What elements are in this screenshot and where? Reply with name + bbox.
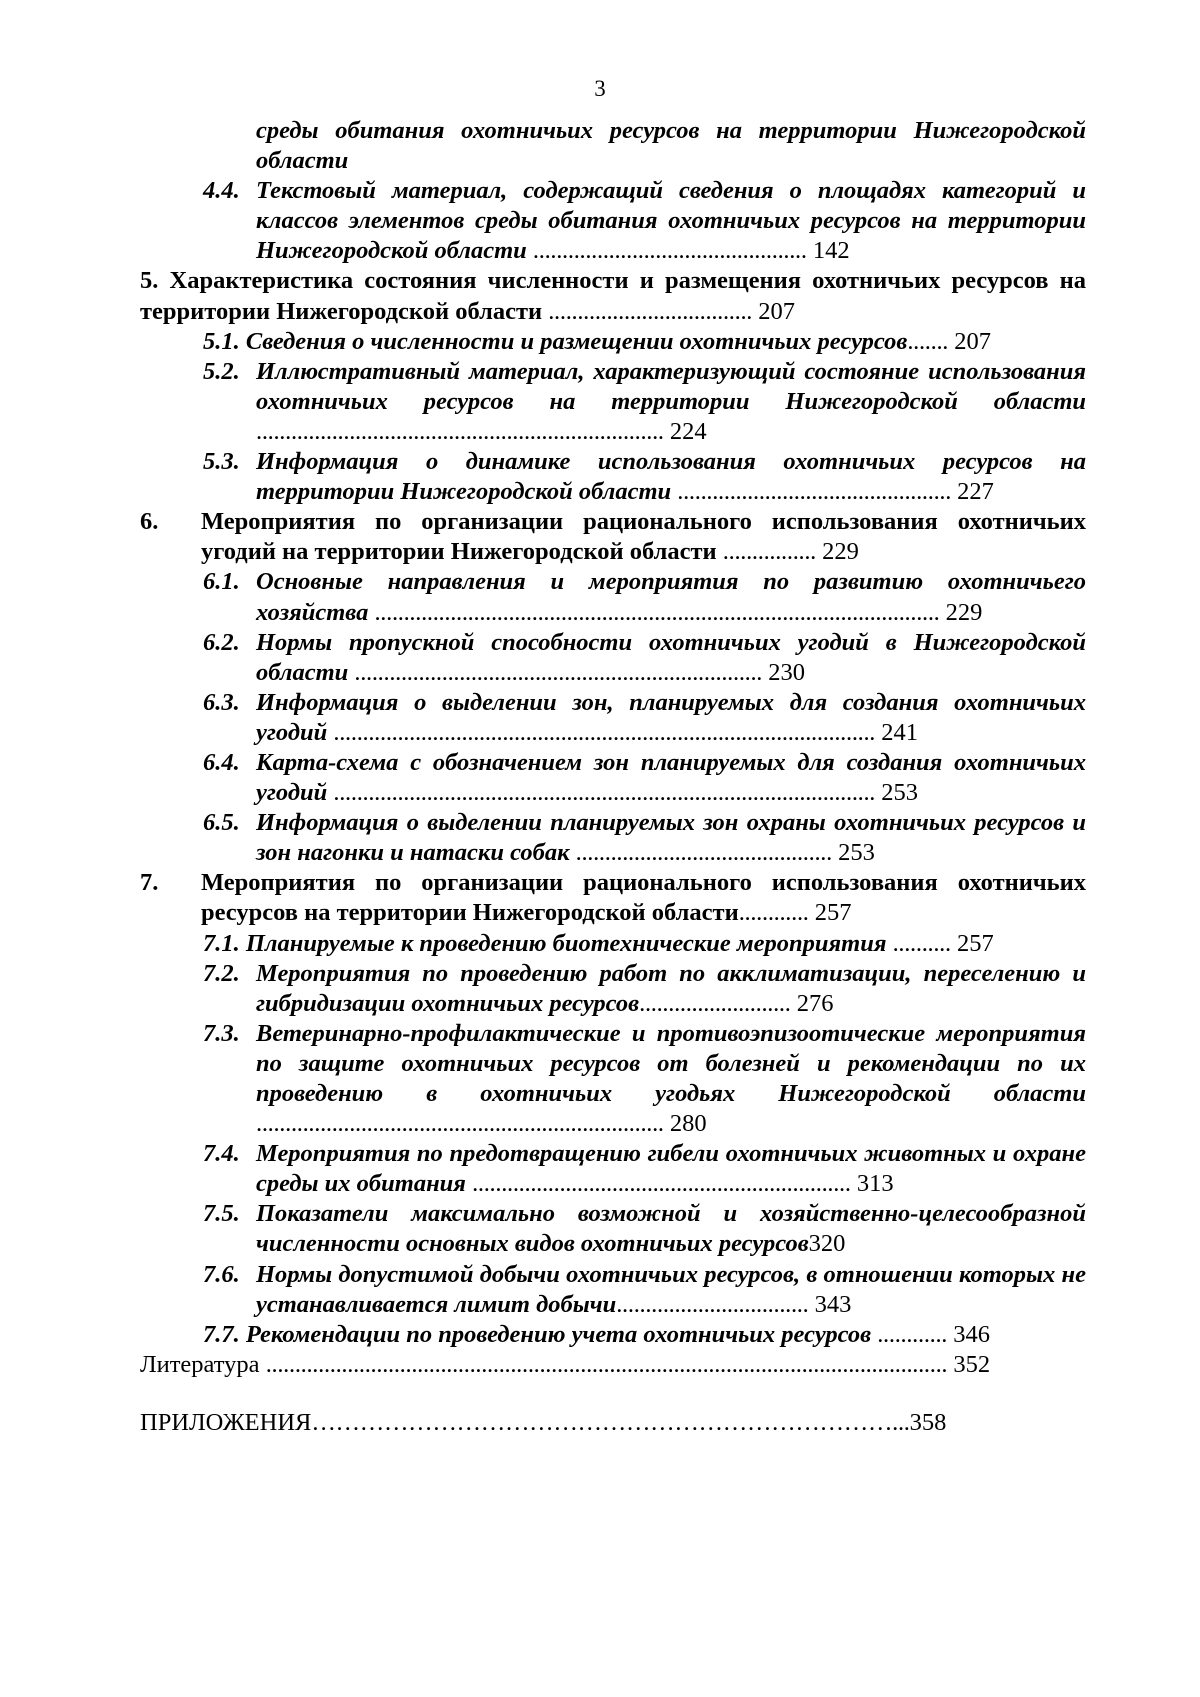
toc-dot-leader: ................ — [722, 538, 816, 566]
toc-entry-literature[interactable] — [140, 1350, 1086, 1380]
toc-page-number: 224 — [669, 417, 707, 445]
toc-dot-leader: ............................................ — [575, 839, 832, 867]
toc-page-number: 257 — [814, 899, 852, 927]
toc-dot-leader: ............................................................................................. — [333, 718, 876, 746]
toc-entry-7-6[interactable] — [140, 1260, 1086, 1320]
toc-dot-leader: ………………………………………………………………... — [311, 1408, 910, 1436]
toc-entry-title: Сведения о численности и размещении охотничьих ресурсов — [245, 327, 908, 355]
toc-entry-number: 5. — [140, 267, 159, 295]
toc-dot-leader: ...................................................................... — [256, 417, 664, 445]
toc-dot-leader: ................................. — [616, 1290, 809, 1318]
toc-entry-number: 7.4. — [203, 1140, 240, 1168]
toc-entry-7-1[interactable] — [140, 929, 1086, 959]
toc-entry-title: Основные направления и мероприятия по развитию охотничьего хозяйства — [256, 568, 1086, 626]
toc-entry-6-5[interactable] — [140, 808, 1086, 868]
toc-entry-number: 7. — [140, 869, 159, 897]
toc-entry-title: Литература — [140, 1350, 260, 1378]
toc-page-number: 358 — [909, 1408, 947, 1436]
toc-entry-number: 7.6. — [203, 1260, 240, 1288]
toc-entry-number: 6. — [140, 508, 159, 536]
toc-dot-leader: ............................................... — [677, 478, 952, 506]
toc-entry-number: 5.3. — [203, 448, 240, 476]
toc-entry-title: Мероприятия по организации рационального использования охотничьих угодий на территории Нижегородской области — [201, 508, 1086, 566]
toc-entry-title: Характеристика состояния численности и размещения охотничьих ресурсов на территории Нижегородской области — [140, 267, 1086, 325]
toc-entry-title: Информация о выделении планируемых зон охраны охотничьих ресурсов и зон нагонки и натаски собак — [256, 809, 1086, 867]
toc-entry-4-4[interactable] — [140, 176, 1086, 266]
toc-dot-leader: ................................................................. — [472, 1170, 851, 1198]
toc-entry-5-3[interactable] — [140, 447, 1086, 507]
toc-entry-number: 4.4. — [203, 177, 240, 205]
toc-entry-7-5[interactable] — [140, 1199, 1086, 1259]
toc-dot-leader: ................................................................................................. — [374, 598, 940, 626]
toc-page-number: 207 — [758, 297, 795, 325]
toc-page-number: 207 — [954, 327, 991, 355]
toc-entry-title: Информация о выделении зон, планируемых для создания охотничьих угодий — [256, 688, 1086, 746]
toc-entry-title: Информация о динамике использования охотничьих ресурсов на территории Нижегородской области — [256, 448, 1086, 506]
toc-entry-7[interactable] — [140, 868, 1086, 928]
toc-page-number: 142 — [812, 237, 850, 265]
toc-page-number: 276 — [796, 989, 834, 1017]
toc-page-number: 352 — [953, 1350, 991, 1378]
toc-entry-number: 5.2. — [203, 357, 240, 385]
toc-dot-leader: ............ — [738, 899, 809, 927]
toc-entry-number: 6.2. — [203, 628, 240, 656]
toc-page-number: 230 — [768, 658, 806, 686]
spacer — [140, 1380, 1086, 1408]
toc-entry-number: 7.7. — [203, 1320, 240, 1348]
toc-page-number: 253 — [838, 839, 875, 867]
toc-entry-title: Ветеринарно-профилактические и противоэпизоотические мероприятия по защите охотничьих ресурсов от болезней и рекомендации по их проведению в охотничьих угодьях Нижегородской области — [256, 1019, 1086, 1107]
toc-entry-title: Показатели максимально возможной и хозяйственно-целесообразной численности основных видов охотничьих ресурсов — [256, 1200, 1086, 1258]
toc-entry-title: Карта-схема с обозначением зон планируемых для создания охотничьих угодий — [256, 748, 1086, 807]
toc-dot-leader: .......... — [892, 929, 951, 957]
toc-entry-title: Нормы допустимой добычи охотничьих ресурсов, в отношении которых не устанавливается лимит добычи — [256, 1260, 1086, 1318]
toc-entry-appendices[interactable] — [140, 1408, 1086, 1438]
toc-dot-leader: ...................................................................... — [256, 1110, 664, 1138]
toc-entry-7-4[interactable] — [140, 1139, 1086, 1199]
toc-entry-5-2[interactable] — [140, 357, 1086, 447]
page-number: 3 — [594, 76, 606, 101]
toc-page-number: 241 — [881, 718, 918, 746]
toc-entry-title: Мероприятия по организации рационального использования охотничьих ресурсов на территории Нижегородской области — [201, 869, 1086, 927]
toc-entry-title: Текстовый материал, содержащий сведения о площадях категорий и классов элементов среды обитания охотничьих ресурсов на территории Нижегородской области — [256, 177, 1086, 265]
toc-page-number: 346 — [953, 1320, 990, 1348]
table-of-contents — [140, 116, 1086, 1438]
toc-entry-title: Нормы пропускной способности охотничьих угодий в Нижегородской области — [256, 628, 1086, 686]
toc-entry-7-3[interactable] — [140, 1019, 1086, 1139]
toc-entry-title: Рекомендации по проведению учета охотничьих ресурсов — [245, 1320, 872, 1348]
toc-page-number: 280 — [669, 1110, 707, 1138]
toc-dot-leader: ...................................................................... — [354, 658, 763, 686]
toc-entry-title: Мероприятия по предотвращению гибели охотничьих животных и охране среды их обитания — [256, 1140, 1086, 1198]
toc-page-number: 257 — [956, 929, 994, 957]
toc-entry-6-4[interactable] — [140, 748, 1086, 808]
toc-entry-6-1[interactable] — [140, 567, 1086, 627]
toc-dot-leader: ................................... — [548, 297, 753, 325]
toc-dot-leader: .......................... — [639, 989, 791, 1017]
toc-entry-number: 7.3. — [203, 1019, 240, 1047]
toc-entry-number: 6.4. — [203, 748, 240, 776]
toc-dot-leader: ............................................................................................. — [333, 779, 876, 807]
toc-entry-title: Мероприятия по проведению работ по акклиматизации, переселению и гибридизации охотничьих ресурсов — [256, 959, 1086, 1017]
toc-entry-number: 6.5. — [203, 809, 240, 837]
toc-entry-6-2[interactable] — [140, 628, 1086, 688]
toc-entry-5[interactable] — [140, 266, 1086, 326]
toc-entry-number: 7.2. — [203, 959, 240, 987]
toc-entry-title: Планируемые к проведению биотехнические мероприятия — [245, 929, 887, 957]
toc-entry-title: ПРИЛОЖЕНИЯ — [140, 1408, 312, 1436]
toc-dot-leader: ....... — [907, 327, 949, 355]
toc-entry-7-7[interactable] — [140, 1320, 1086, 1350]
toc-page-number: 320 — [808, 1230, 846, 1258]
toc-dot-leader: ............ — [877, 1320, 948, 1348]
toc-page-number: 253 — [881, 779, 918, 807]
toc-entry-6-3[interactable] — [140, 688, 1086, 748]
toc-page-number: 229 — [945, 598, 983, 626]
toc-entry-number: 5.1. — [203, 327, 240, 355]
toc-page-number: 229 — [822, 538, 859, 566]
toc-entry-number: 7.1. — [203, 929, 240, 957]
toc-entry-5-1[interactable] — [140, 327, 1086, 357]
toc-dot-leader: ............................................... — [532, 237, 807, 265]
toc-entry-title: Иллюстративный материал, характеризующий состояние использования охотничьих ресурсов на территории Нижегородской области — [256, 357, 1086, 415]
toc-page-number: 227 — [957, 478, 994, 506]
toc-entry-number: 6.3. — [203, 688, 240, 716]
toc-entry-4-3-continued[interactable] — [140, 116, 1086, 176]
toc-entry-title: среды обитания охотничьих ресурсов на территории Нижегородской области — [256, 117, 1086, 175]
toc-dot-leader: ..................................................................................................................... — [265, 1350, 948, 1378]
toc-entry-number: 7.5. — [203, 1200, 240, 1228]
toc-page-number: 343 — [814, 1290, 852, 1318]
toc-entry-6[interactable] — [140, 507, 1086, 567]
toc-entry-number: 6.1. — [203, 568, 240, 596]
toc-page-number: 313 — [856, 1170, 894, 1198]
toc-entry-7-2[interactable] — [140, 959, 1086, 1019]
